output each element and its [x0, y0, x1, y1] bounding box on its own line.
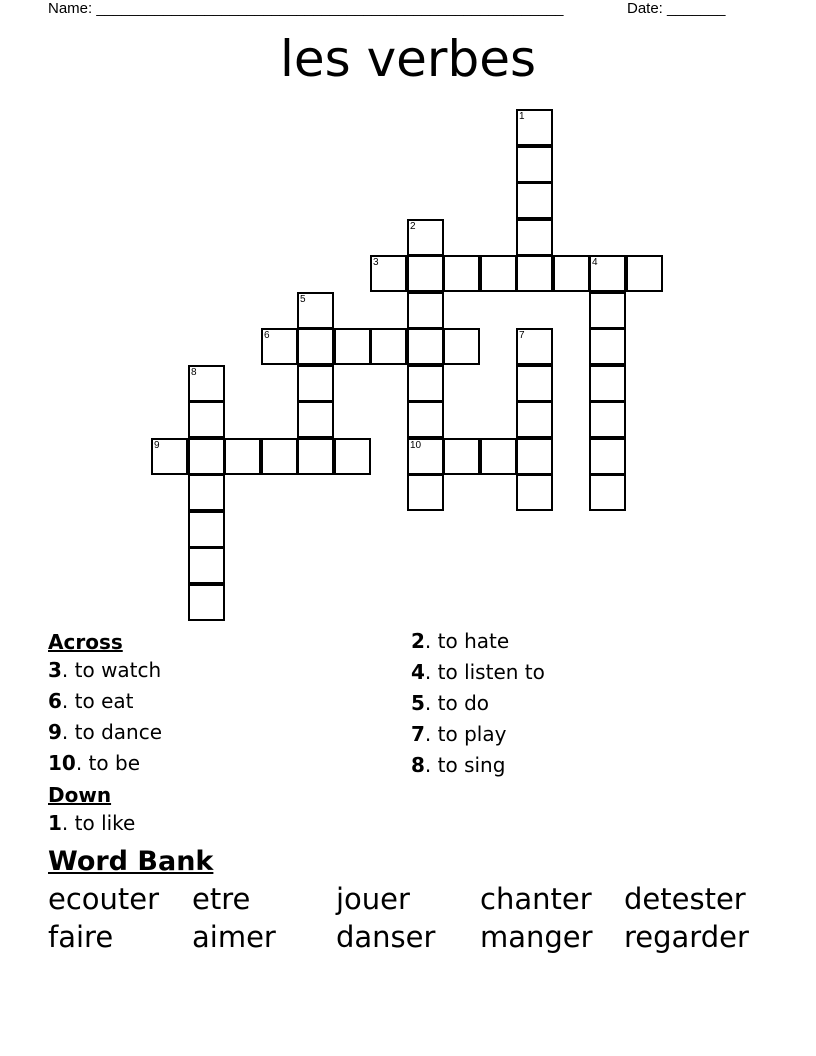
clue-number: 1: [519, 111, 525, 122]
clue-number: 7: [519, 330, 525, 341]
crossword-cell[interactable]: [297, 365, 334, 402]
down-heading: Down: [48, 783, 112, 807]
clue-text: . to hate: [424, 629, 510, 653]
clue-text: . to do: [424, 691, 490, 715]
clue-number: 5: [300, 294, 306, 305]
crossword-cell[interactable]: [480, 255, 517, 292]
crossword-cell[interactable]: [407, 474, 444, 511]
clue-number: 2: [411, 629, 425, 653]
crossword-cell[interactable]: [516, 438, 553, 475]
clue-number: 1: [48, 811, 62, 835]
word-bank-word: aimer: [192, 920, 276, 954]
clue-number: 3: [373, 257, 379, 268]
clue-item: [48, 811, 135, 835]
crossword-cell[interactable]: [407, 365, 444, 402]
clue-item: [411, 629, 509, 653]
clue-text: . to play: [424, 722, 507, 746]
crossword-cell[interactable]: [407, 401, 444, 438]
crossword-cell[interactable]: [407, 328, 444, 365]
clue-item: [411, 691, 489, 715]
clue-item: [48, 720, 162, 744]
crossword-cell[interactable]: [516, 146, 553, 183]
word-bank-word: etre: [192, 882, 251, 916]
crossword-cell[interactable]: [589, 401, 626, 438]
crossword-cell[interactable]: [626, 255, 663, 292]
clue-item: [411, 722, 506, 746]
crossword-cell[interactable]: [334, 438, 371, 475]
crossword-cell[interactable]: [589, 365, 626, 402]
clue-text: . to eat: [61, 689, 134, 713]
crossword-cell[interactable]: [589, 292, 626, 329]
crossword-cell[interactable]: [553, 255, 590, 292]
crossword-cell[interactable]: [589, 474, 626, 511]
name-line: Name: ________________________________________________________: [48, 0, 564, 17]
crossword-cell[interactable]: [370, 328, 407, 365]
crossword-cell[interactable]: [443, 328, 480, 365]
crossword-cell[interactable]: [151, 438, 188, 475]
word-bank-word: jouer: [336, 882, 410, 916]
clue-number: 8: [191, 367, 197, 378]
word-bank-word: faire: [48, 920, 114, 954]
crossword-cell[interactable]: [516, 255, 553, 292]
clue-item: [48, 751, 140, 775]
crossword-cell[interactable]: [480, 438, 517, 475]
crossword-cell[interactable]: [297, 438, 334, 475]
crossword-cell[interactable]: [188, 401, 225, 438]
crossword-cell[interactable]: [516, 474, 553, 511]
crossword-cell[interactable]: [297, 292, 334, 329]
clue-number: 7: [411, 722, 425, 746]
crossword-cell[interactable]: [516, 328, 553, 365]
crossword-cell[interactable]: [516, 219, 553, 256]
clue-number: 10: [410, 440, 422, 451]
clue-text: . to sing: [424, 753, 506, 777]
clue-number: 8: [411, 753, 425, 777]
clue-number: 3: [48, 658, 62, 682]
clue-item: [411, 660, 545, 684]
clue-text: . to dance: [61, 720, 162, 744]
clue-number: 9: [48, 720, 62, 744]
word-bank-word: danser: [336, 920, 436, 954]
clue-number: 5: [411, 691, 425, 715]
crossword-cell[interactable]: [407, 219, 444, 256]
crossword-cell[interactable]: [516, 401, 553, 438]
clue-number: 6: [264, 330, 270, 341]
crossword-cell[interactable]: [188, 365, 225, 402]
clue-number: 6: [48, 689, 62, 713]
page-title: les verbes: [279, 30, 537, 88]
crossword-cell[interactable]: [334, 328, 371, 365]
crossword-cell[interactable]: [407, 438, 444, 475]
crossword-cell[interactable]: [224, 438, 261, 475]
word-bank-word: detester: [624, 882, 746, 916]
clue-text: . to listen to: [424, 660, 545, 684]
crossword-cell[interactable]: [188, 584, 225, 621]
clue-text: . to like: [61, 811, 136, 835]
crossword-cell[interactable]: [188, 547, 225, 584]
crossword-cell[interactable]: [589, 438, 626, 475]
clue-number: 4: [592, 257, 598, 268]
clue-text: . to be: [75, 751, 140, 775]
crossword-cell[interactable]: [297, 328, 334, 365]
clue-text: . to watch: [61, 658, 162, 682]
crossword-cell[interactable]: [261, 438, 298, 475]
crossword-cell[interactable]: [188, 438, 225, 475]
word-bank-word: ecouter: [48, 882, 160, 916]
clue-number: 9: [154, 440, 160, 451]
clue-item: [48, 658, 161, 682]
date-line: Date: _______: [627, 0, 726, 17]
crossword-cell[interactable]: [589, 255, 626, 292]
word-bank-word: regarder: [624, 920, 749, 954]
crossword-cell[interactable]: [188, 511, 225, 548]
crossword-cell[interactable]: [516, 109, 553, 146]
clue-item: [411, 753, 505, 777]
across-heading: Across: [48, 630, 123, 654]
crossword-cell[interactable]: [261, 328, 298, 365]
crossword-cell[interactable]: [297, 401, 334, 438]
crossword-cell[interactable]: [407, 292, 444, 329]
clue-number: 2: [410, 221, 416, 232]
crossword-cell[interactable]: [407, 255, 444, 292]
clue-number: 4: [411, 660, 425, 684]
word-bank-title: Word Bank: [48, 846, 214, 877]
word-bank-word: manger: [480, 920, 593, 954]
crossword-cell[interactable]: [516, 182, 553, 219]
crossword-cell[interactable]: [443, 255, 480, 292]
clue-number: 10: [48, 751, 76, 775]
crossword-cell[interactable]: [370, 255, 407, 292]
word-bank-word: chanter: [480, 882, 592, 916]
crossword-cell[interactable]: [516, 365, 553, 402]
crossword-cell[interactable]: [589, 328, 626, 365]
clue-item: [48, 689, 133, 713]
crossword-cell[interactable]: [443, 438, 480, 475]
crossword-cell[interactable]: [188, 474, 225, 511]
